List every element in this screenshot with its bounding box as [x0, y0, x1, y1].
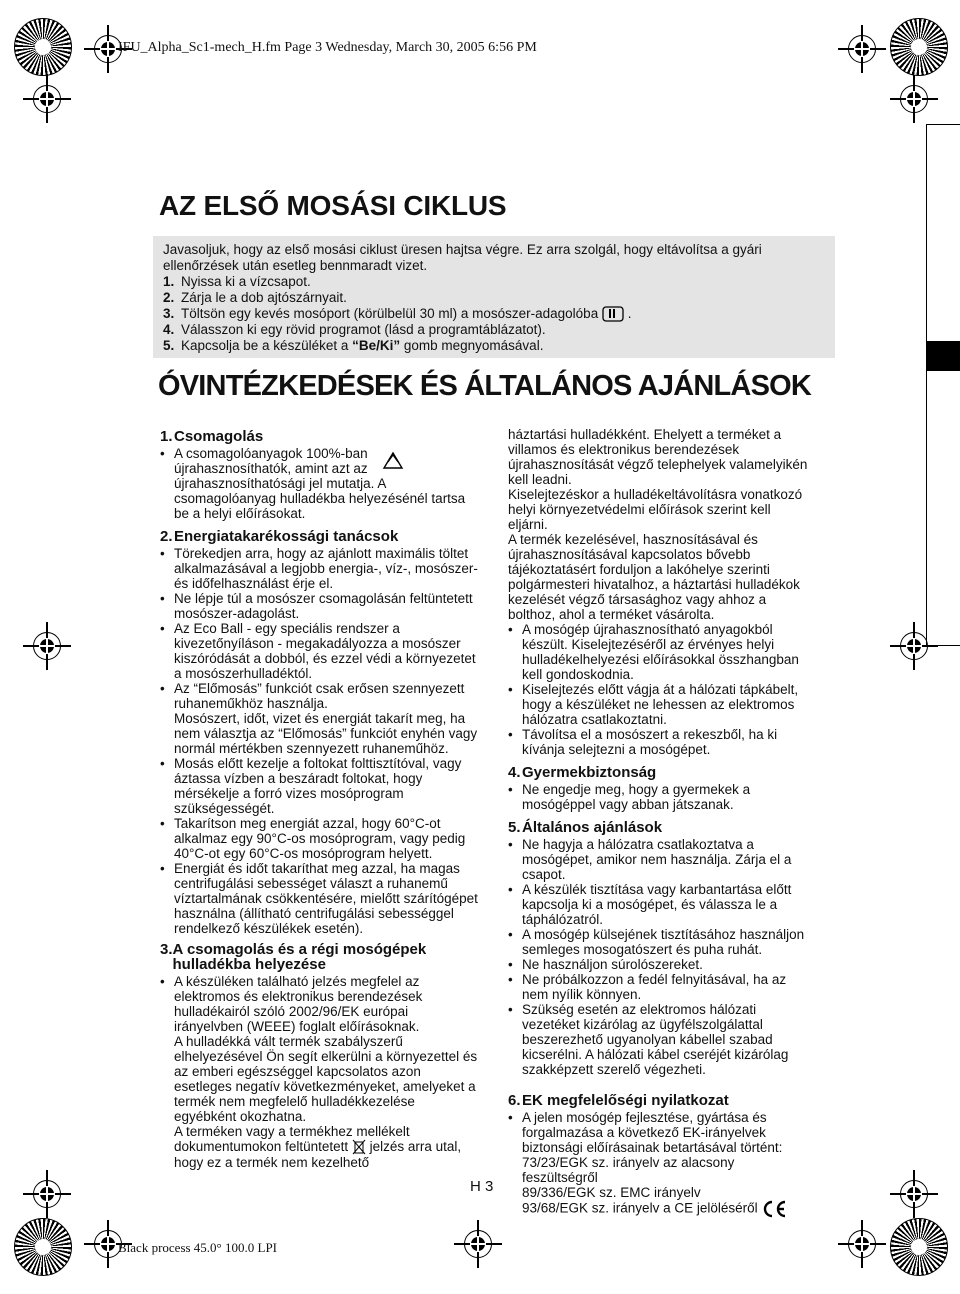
- registration-mark-icon: [33, 1180, 61, 1208]
- list-item: • A mosógép újrahasznosítható anyagokból készült. Kiselejtezéséről az érvényes helyi hulladékelhelyezési előírásokkal összhangban kell gondoskodnia.: [508, 622, 799, 682]
- paragraph: háztartási hulladékként. Ehelyett a terméket a villamos és elektronikus berendezések újrahasznosítását végző telephelyek valamelyikén kell leadni.: [508, 427, 808, 487]
- list-item: • Ne próbálkozzon a fedél felnyitásával, ha az nem nyílik könnyen.: [508, 972, 787, 1002]
- recycle-icon: [382, 451, 404, 471]
- list-item: • Az Eco Ball - egy speciális rendszer a kivezetőnyíláson - megakadályozza a mosószer kiszóródását a dobból, és ezzel védi a környezetet a mosószerhulladéktól.: [160, 621, 476, 681]
- first-wash-box: [153, 236, 835, 358]
- paragraph: Kiselejtezéskor a hulladékeltávolításra vonatkozó helyi környezetvédelmi előírások szerint kell eljárni.: [508, 487, 803, 532]
- page-number: H 3: [470, 1178, 494, 1195]
- registration-mark-icon: [900, 1180, 928, 1208]
- print-footer: Black process 45.0° 100.0 LPI: [118, 1240, 278, 1255]
- list-item: • Kiselejtezés előtt vágja át a hálózati tápkábelt, hogy a készüléket ne lehessen az elektromos hálózatra csatlakoztatni.: [508, 682, 799, 727]
- subsection-heading: 6. EK megfelelőségi nyilatkozat: [508, 1092, 729, 1109]
- star-target-icon: [890, 18, 948, 76]
- subsection-heading: 4. Gyermekbiztonság: [508, 764, 657, 781]
- list-item: • Szükség esetén az elektromos hálózati vezetéket kizárólag az ügyfélszolgálattal beszerezhető ugyanolyan kábellel szabad kicserélni. A hálózati kábel cseréjét kizárólag szakképzett szerelő végezheti.: [508, 1002, 789, 1077]
- star-target-icon: [14, 1218, 72, 1276]
- list-item: • A csomagolóanyagok 100%-ban újrahasznosíthatók, amint azt az újrahasznosíthatósági jel mutatja. A csomagolóanyag hulladékba helyezésénél tartsa be a helyi előírásokat.: [160, 446, 466, 521]
- directive-line: 89/336/EGK sz. EMC irányelv: [522, 1185, 701, 1200]
- paragraph: A hulladékká vált termék szabályszerű elhelyezésével Ön segít elkerülni a környezettel és az emberi egészséggel kapcsolatos azon esetleges negatív következményeket, amelyeket a termék nem megfelelő hulladékkezelése egyébként okozhatna.: [174, 1034, 478, 1124]
- detergent-drawer-icon: [602, 306, 624, 322]
- list-item: • A jelen mosógép fejlesztése, gyártása és forgalmazása a következő EK-irányelvek biztonsági előírásainak betartásával történt:: [508, 1110, 783, 1155]
- ce-mark-icon: [761, 1200, 787, 1218]
- registration-mark-icon: [900, 85, 928, 113]
- intro-text: Javasoljuk, hogy az első mosási ciklust üresen hajtsa végre. Ez arra szolgál, hogy eltávolítsa a gyári ellenőrzések után esetleg bennmaradt vizet.: [163, 242, 762, 273]
- step-item: 1. Nyissa ki a vízcsapot.: [163, 274, 311, 289]
- subsection-heading: 5. Általános ajánlások: [508, 819, 663, 836]
- left-column: [160, 425, 480, 1170]
- paragraph: A termék kezelésével, hasznosításával és újrahasznosításával kapcsolatos bővebb tájékoztatásért forduljon a lakóhelye szerinti polgármesteri hivatalhoz, a háztartási hulladékok kezelését végző társasághoz vagy ahhoz a bolthoz, ahol a terméket vásárolta.: [508, 532, 800, 622]
- list-item: • Törekedjen arra, hogy az ajánlott maximális töltet alkalmazásával a legjobb energia-, víz-, mosószer- és időfelhasználást érje el.: [160, 546, 478, 591]
- registration-mark-icon: [33, 85, 61, 113]
- list-item: • Ne hagyja a hálózatra csatlakoztatva a mosógépet, amikor nem használja. Zárja el a csapot.: [508, 837, 792, 882]
- registration-mark-icon: [900, 632, 928, 660]
- star-target-icon: [14, 18, 72, 76]
- file-header: IFU_Alpha_Sc1-mech_H.fm Page 3 Wednesday, March 30, 2005 6:56 PM: [118, 40, 537, 55]
- list-item: • Energiát és időt takaríthat meg azzal, ha magas centrifugálási sebességet választ a ruhanemű víztartalmának csökkentésére, mielőtt szárítógépet használna (állítható centrifugálási sebességgel rendelkező készülékek esetén).: [160, 861, 478, 936]
- registration-mark-icon: [33, 632, 61, 660]
- list-item: • Távolítsa el a mosószert a rekeszből, ha ki kívánja selejtezni a mosógépet.: [508, 727, 778, 757]
- paragraph: Mosószert, időt, vizet és energiát takarít meg, ha nem választja az “Előmosás” funkciót enyhén vagy normál mértékben szennyezett ruhaneműhöz.: [174, 711, 478, 756]
- registration-mark-icon: [464, 1230, 492, 1258]
- paragraph: A terméken vagy a termékhez mellékelt dokumentumokon feltüntetett jelzés arra utal, hogy ez a termék nem kezelhető: [174, 1124, 462, 1171]
- section-title-first-wash: AZ ELSŐ MOSÁSI CIKLUS: [159, 190, 507, 221]
- section-title-precautions: ÓVINTÉZKEDÉSEK ÉS ÁLTALÁNOS AJÁNLÁSOK: [158, 370, 812, 402]
- registration-mark-icon: [848, 1230, 876, 1258]
- registration-mark-icon: [848, 35, 876, 63]
- crossed-bin-icon: [352, 1139, 366, 1155]
- list-item: • Ne engedje meg, hogy a gyermekek a mosógéppel vagy abban játszanak.: [508, 782, 751, 812]
- step-item: 2. Zárja le a dob ajtószárnyait.: [163, 290, 347, 305]
- directive-line: 93/68/EGK sz. irányelv a CE jelöléséről: [522, 1200, 808, 1218]
- list-item: • Ne használjon súrolószereket.: [508, 957, 703, 972]
- list-item: • Takarítson meg energiát azzal, hogy 60°C-ot alkalmaz egy 90°C-os mosóprogram, vagy pedig 40°C-ot egy 60°C-os mosóprogram helyett.: [160, 816, 466, 861]
- list-item: • Ne lépje túl a mosószer csomagolásán feltüntetett mosószer-adagolást.: [160, 591, 473, 621]
- subsection-heading: 1. Csomagolás: [160, 428, 264, 445]
- step-item: 3. Töltsön egy kevés mosóport (körülbelül 30 ml) a mosószer-adagolóba .: [163, 306, 632, 321]
- page-tab-outline: [926, 124, 960, 646]
- subsection-heading: 3. A csomagolás és a régi mosógépek hulladékba helyezése: [160, 941, 427, 973]
- star-target-icon: [890, 1218, 948, 1276]
- page-tab-marker: [926, 341, 960, 371]
- subsection-heading: 2. Energiatakarékossági tanácsok: [160, 528, 399, 545]
- step-item: 4. Válasszon ki egy rövid programot (lásd a programtáblázatot).: [163, 322, 546, 338]
- list-item: • A készülék tisztítása vagy karbantartása előtt kapcsolja ki a mosógépet, és válassza le a táphálózatról.: [508, 882, 792, 927]
- directive-line: 73/23/EGK sz. irányelv az alacsony feszültségről: [522, 1155, 735, 1185]
- list-item: • A készüléken található jelzés megfelel az elektromos és elektronikus berendezések hulladékairól szóló 2002/96/EK európai irányelvben (WEEE) foglalt előírásoknak.: [160, 974, 423, 1034]
- step-item: 5. Kapcsolja be a készüléket a “Be/Ki” gomb megnyomásával.: [163, 338, 544, 354]
- right-column: [508, 427, 808, 1218]
- list-item: • Mosás előtt kezelje a foltokat folttisztítóval, vagy áztassa vízben a beszáradt foltokat, hogy mérsékelje a forró vizes mosóprogram szükségességét.: [160, 756, 462, 816]
- list-item: • Az “Előmosás” funkciót csak erősen szennyezett ruhaneműkhöz használja.: [160, 681, 465, 711]
- list-item: • A mosógép külsejének tisztításához használjon semleges mosogatószert és puha ruhát.: [508, 927, 805, 957]
